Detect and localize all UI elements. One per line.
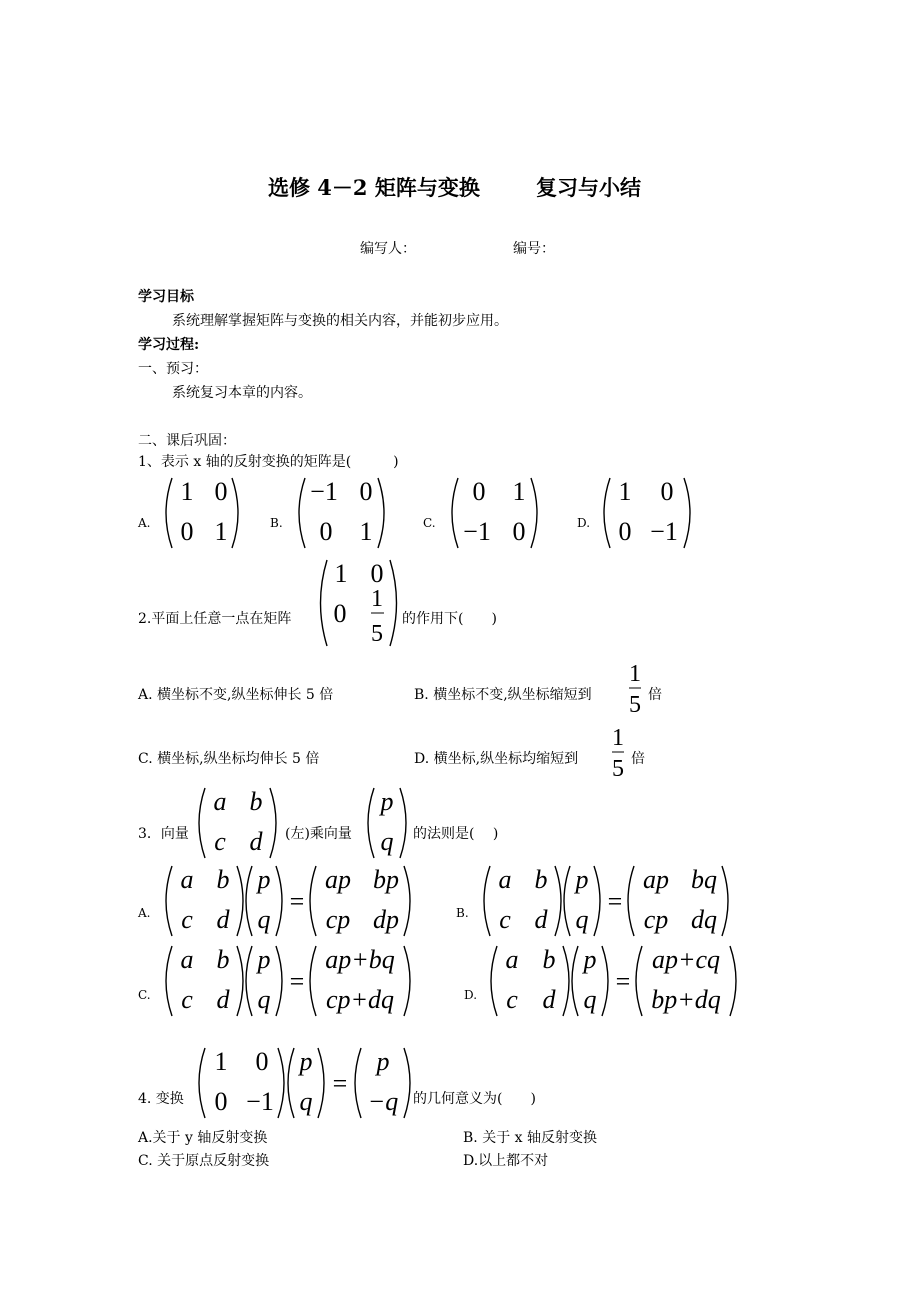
q2-m11: 1 [334, 559, 348, 588]
q3-stem-d: d [249, 827, 263, 856]
q1d-m22: −1 [650, 517, 678, 546]
q3c-b: b [216, 945, 230, 974]
q2-m22-den: 5 [371, 621, 383, 647]
q3-stem-pre: 3．向量 [138, 826, 189, 842]
q1b-m21: 0 [319, 517, 333, 546]
q4-option-d: D.以上都不对 [463, 1153, 549, 1169]
q1c-m11: 0 [472, 477, 486, 506]
q3d-d: d [542, 985, 556, 1014]
q4-m21: 0 [214, 1087, 228, 1116]
q3b-equals: = [607, 887, 623, 916]
q1a-m11: 1 [180, 477, 194, 506]
number-label: 编号： [513, 241, 555, 257]
q3d-b: b [542, 945, 556, 974]
q3a-equals: = [289, 887, 305, 916]
q1-label-d: D. [577, 516, 591, 530]
q2d-frac-den: 5 [612, 756, 624, 782]
q3b-a: a [498, 865, 512, 894]
q3d-p: p [583, 945, 597, 974]
q1-label-b: B. [270, 516, 283, 530]
q3b-r12: bq [691, 865, 717, 894]
q4-stem-post: 的几何意义为( ) [413, 1091, 536, 1107]
q4-stem-pre: 4. 变换 [138, 1091, 184, 1107]
q2b-frac-den: 5 [629, 692, 641, 718]
q2-stem-pre: 2.平面上任意一点在矩阵 [138, 611, 292, 627]
q3-label-b: B. [456, 906, 469, 920]
q3-stem-mid: (左)乘向量 [285, 826, 352, 842]
q3a-c: c [181, 905, 193, 934]
q1-stem: 1、表示 x 轴的反射变换的矩阵是( ) [138, 454, 399, 470]
q3c-d: d [216, 985, 230, 1014]
q2-option-b-pre: B. 横坐标不变,纵坐标缩短到 [414, 687, 592, 703]
q3b-c: c [499, 905, 511, 934]
q3-label-c: C. [138, 988, 151, 1002]
q1a-m12: 0 [214, 477, 228, 506]
q2-m12: 0 [370, 559, 384, 588]
q3c-r2: cp+dq [325, 985, 395, 1014]
q3b-b: b [534, 865, 548, 894]
q4-r2: −q [367, 1087, 399, 1116]
q3a-p: p [257, 865, 271, 894]
q3b-d: d [534, 905, 548, 934]
consolidate-heading: 二、课后巩固： [138, 433, 236, 449]
q3-stem-q: q [380, 827, 394, 856]
q3c-p: p [257, 945, 271, 974]
q4-m11: 1 [214, 1047, 228, 1076]
preview-heading: 一、预习： [138, 361, 208, 377]
q3c-equals: = [289, 967, 305, 996]
q4-option-a: A.关于 y 轴反射变换 [138, 1130, 268, 1146]
q1a-m21: 0 [180, 517, 194, 546]
q4-m22: −1 [246, 1087, 274, 1116]
q2-option-d-post: 倍 [631, 751, 645, 767]
q3-label-d: D. [464, 988, 478, 1002]
q4-equals: = [332, 1069, 348, 1098]
q4-m12: 0 [255, 1047, 269, 1076]
q3d-equals: = [615, 967, 631, 996]
q2-option-b-post: 倍 [648, 687, 662, 703]
q2-m22-num: 1 [371, 586, 383, 612]
q1a-m22: 1 [214, 517, 228, 546]
q2-option-a: A. 横坐标不变,纵坐标伸长 5 倍 [138, 687, 334, 703]
q1b-m22: 1 [359, 517, 373, 546]
q3a-r21: cp [325, 905, 351, 934]
q3-stem-post: 的法则是( ) [413, 826, 499, 842]
q2b-frac-num: 1 [629, 661, 641, 687]
preview-text: 系统复习本章的内容。 [172, 385, 312, 401]
q1b-m12: 0 [359, 477, 373, 506]
q3c-a: a [180, 945, 194, 974]
q1c-m22: 0 [512, 517, 526, 546]
q1d-m21: 0 [618, 517, 632, 546]
q3b-r21: cp [643, 905, 669, 934]
q2-option-d-pre: D. 横坐标,纵坐标均缩短到 [414, 751, 579, 767]
q3d-c: c [506, 985, 518, 1014]
q1d-m12: 0 [660, 477, 674, 506]
q3a-q: q [257, 905, 271, 934]
goals-heading: 学习目标 [138, 289, 194, 305]
q3b-r22: dq [691, 905, 717, 934]
q3d-r2: bp+dq [651, 985, 721, 1014]
q3d-r1: ap+cq [651, 945, 721, 974]
q3d-q: q [583, 985, 597, 1014]
q2-m21: 0 [333, 599, 347, 628]
q4-option-b: B. 关于 x 轴反射变换 [463, 1130, 597, 1146]
q2d-frac-num: 1 [612, 725, 624, 751]
q3b-r11: ap [643, 865, 669, 894]
q3-label-a: A. [138, 906, 151, 920]
page-subtitle: 复习与小结 [536, 175, 641, 200]
q1c-m12: 1 [512, 477, 526, 506]
q3a-a: a [180, 865, 194, 894]
q3d-a: a [505, 945, 519, 974]
q3b-q: q [575, 905, 589, 934]
q1c-m21: −1 [463, 517, 491, 546]
q4-p: p [299, 1047, 313, 1076]
author-label: 编写人： [360, 241, 416, 257]
q4-q: q [299, 1087, 313, 1116]
title-left: 选修 4－2 矩阵与变换 [268, 175, 480, 200]
q3c-r1: ap+bq [325, 945, 395, 974]
process-heading: 学习过程: [138, 337, 200, 353]
q3a-r22: dp [373, 905, 399, 934]
q3a-r12: bp [373, 865, 399, 894]
q3c-c: c [181, 985, 193, 1014]
goals-text: 系统理解掌握矩阵与变换的相关内容，并能初步应用。 [172, 313, 508, 329]
q2-option-c: C. 横坐标,纵坐标均伸长 5 倍 [138, 751, 320, 767]
q4-r1: p [376, 1047, 390, 1076]
q4-option-c: C. 关于原点反射变换 [138, 1153, 270, 1169]
q1-label-a: A. [138, 516, 151, 530]
q3c-q: q [257, 985, 271, 1014]
q2-stem-post: 的作用下( ) [402, 611, 497, 627]
q3-stem-a: a [213, 787, 227, 816]
q1b-m11: −1 [310, 477, 338, 506]
q3a-b: b [216, 865, 230, 894]
q1d-m11: 1 [618, 477, 632, 506]
q3a-r11: ap [325, 865, 351, 894]
q3b-p: p [575, 865, 589, 894]
q3-stem-c: c [214, 827, 226, 856]
q1-label-c: C. [423, 516, 436, 530]
q3a-d: d [216, 905, 230, 934]
q3-stem-p: p [380, 787, 394, 816]
q3-stem-b: b [249, 787, 263, 816]
